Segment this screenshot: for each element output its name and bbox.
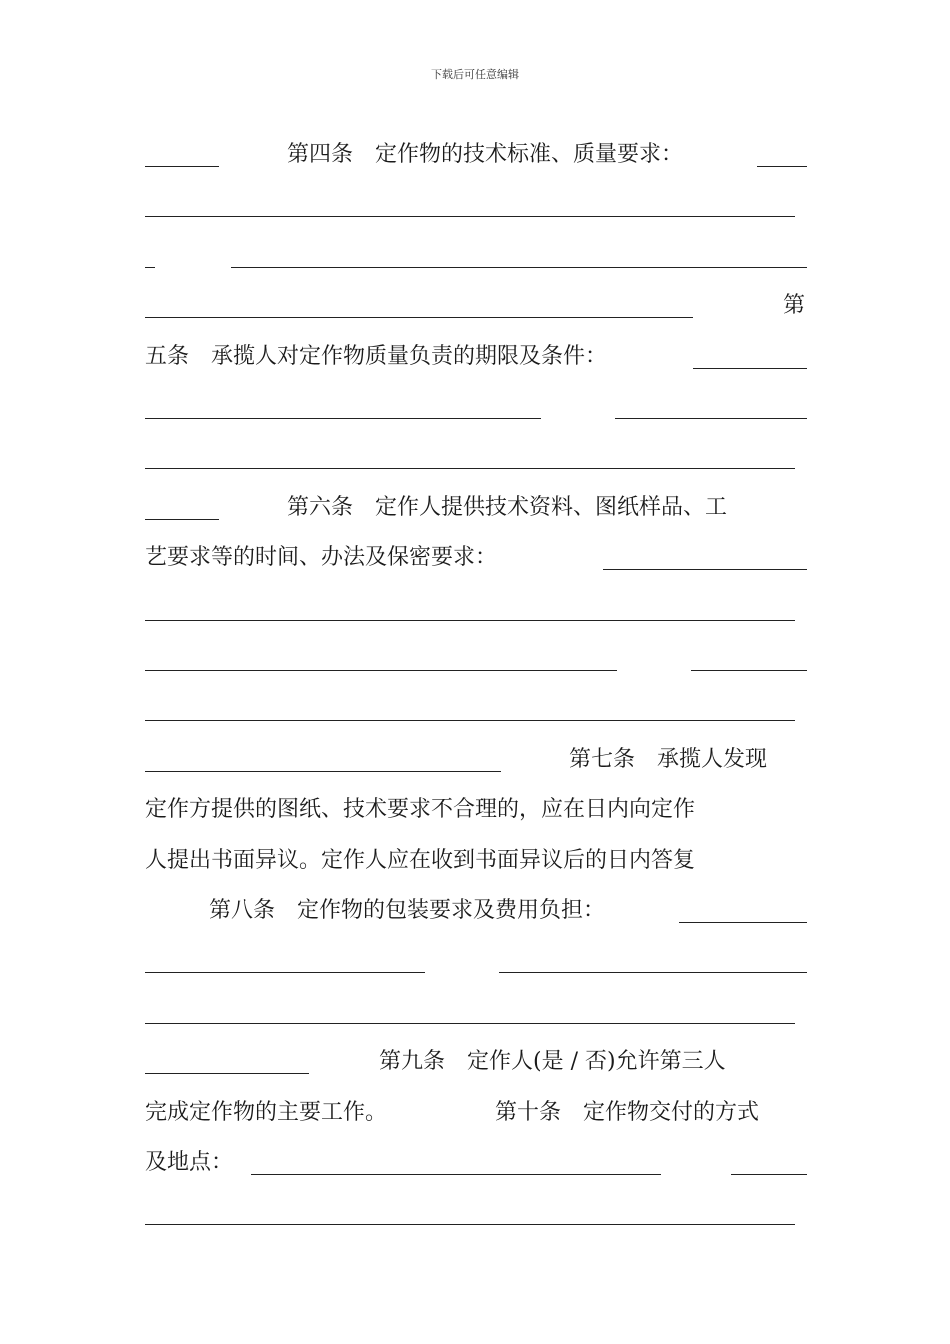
document-line: [145, 140, 807, 174]
document-line: [145, 190, 807, 224]
document-line: [145, 392, 807, 426]
clause-text: 第十条 定作物交付的方式: [495, 1099, 760, 1125]
blank-line: [679, 922, 807, 923]
blank-line: [499, 972, 807, 973]
document-line: [145, 442, 807, 476]
blank-line: [145, 468, 795, 469]
blank-line: [145, 1073, 309, 1074]
document-line: [145, 1198, 807, 1232]
clause-text: 五条 承揽人对定作物质量负责的期限及条件：: [145, 343, 608, 369]
blank-line: [231, 267, 807, 268]
blank-line: [145, 972, 425, 973]
blank-line: [145, 720, 795, 721]
blank-line: [145, 1023, 795, 1024]
document-line: [145, 997, 807, 1031]
clause-text: 完成定作物的主要工作。: [145, 1099, 388, 1125]
blank-line: [731, 1174, 807, 1175]
blank-line: [145, 418, 541, 419]
document-line: [145, 543, 807, 577]
blank-line: [603, 569, 807, 570]
blank-line: [693, 368, 807, 369]
blank-line: [145, 670, 617, 671]
document-line: [145, 896, 807, 930]
blank-line: [757, 166, 807, 167]
blank-line: [145, 216, 795, 217]
blank-line: [145, 620, 795, 621]
document-line: [145, 241, 807, 275]
blank-line: [691, 670, 807, 671]
blank-line: [251, 1174, 661, 1175]
clause-text: 第六条 定作人提供技术资料、图纸样品、工: [287, 494, 728, 520]
clause-text: 及地点：: [145, 1150, 234, 1175]
page-header: 下载后可任意编辑: [431, 68, 519, 81]
blank-line: [145, 267, 155, 268]
clause-text: 艺要求等的时间、办法及保密要求：: [145, 545, 498, 571]
clause-text: 第九条 定作人(是 / 否)允许第三人: [379, 1049, 726, 1075]
blank-line: [145, 317, 693, 318]
clause-text: 第: [783, 293, 806, 319]
document-line: [145, 795, 807, 829]
blank-line: [145, 519, 219, 520]
clause-text: 定作方提供的图纸、技术要求不合理的，应在日内向定作: [145, 797, 696, 823]
blank-line: [145, 166, 219, 167]
clause-text: 第八条 定作物的包装要求及费用负担：: [209, 898, 606, 923]
document-line: [145, 594, 807, 628]
blank-line: [145, 1224, 795, 1225]
clause-text: 人提出书面异议。定作人应在收到书面异议后的日内答复: [145, 847, 696, 873]
clause-text: 第四条 定作物的技术标准、质量要求：: [287, 142, 684, 167]
blank-line: [145, 771, 501, 772]
document-line: [145, 1047, 807, 1081]
document-line: [145, 1098, 807, 1132]
blank-line: [615, 418, 807, 419]
document-line: [145, 946, 807, 980]
document-line: [145, 1148, 807, 1182]
document-line: [145, 846, 807, 880]
document-line: [145, 694, 807, 728]
document-line: [145, 644, 807, 678]
clause-text: 第七条 承揽人发现: [569, 746, 768, 772]
document-line: [145, 493, 807, 527]
document-line: [145, 342, 807, 376]
document-line: [145, 291, 807, 325]
document-line: [145, 745, 807, 779]
